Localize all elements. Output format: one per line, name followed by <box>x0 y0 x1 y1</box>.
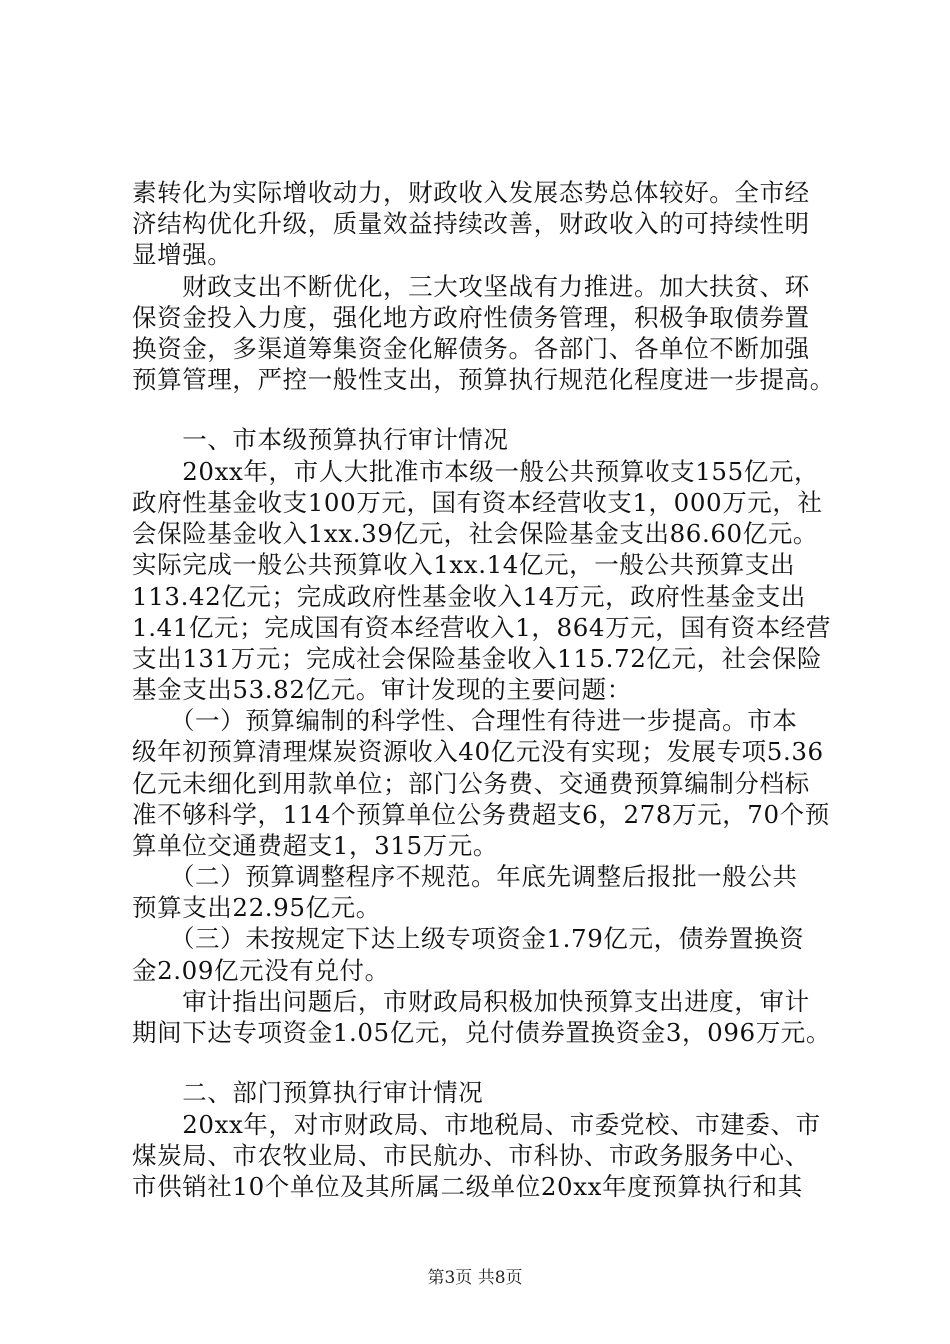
text-line: 算单位交通费超支1，315万元。 <box>132 831 498 860</box>
text-line: 预算支出22.95亿元。 <box>132 893 381 922</box>
text-line: 113.42亿元；完成政府性基金收入14万元，政府性基金支出 <box>132 582 806 611</box>
text-line: 级年初预算清理煤炭资源收入40亿元没有实现；发展专项5.36 <box>132 737 824 766</box>
text-line: 政府性基金收支100万元，国有资本经营收支1，000万元，社 <box>132 488 823 517</box>
text-line: 基金支出53.82亿元。审计发现的主要问题： <box>132 675 632 704</box>
text-line: 准不够科学，114个预算单位公务费超支6，278万元，70个预 <box>132 800 830 829</box>
text-line: 期间下达专项资金1.05亿元，兑付债券置换资金3，096万元。 <box>132 1018 831 1047</box>
text-line: 预算管理，严控一般性支出，预算执行规范化程度进一步提高。 <box>132 365 835 394</box>
text-line: 济结构优化升级，质量效益持续改善，财政收入的可持续性明 <box>132 209 810 238</box>
text-line: 20xx年，市人大批准市本级一般公共预算收支155亿元， <box>132 457 820 486</box>
text-line: （一）预算编制的科学性、合理性有待进一步提高。市本 <box>132 706 798 735</box>
page-number: 第3页 共8页 <box>427 1268 523 1288</box>
text-line: 市供销社10个单位及其所属二级单位20xx年度预算执行和其 <box>132 1172 803 1201</box>
text-line: 会保险基金收入1xx.39亿元，社会保险基金支出86.60亿元。 <box>132 519 819 548</box>
text-line: 财政支出不断优化，三大攻坚战有力推进。加大扶贫、环 <box>132 272 810 301</box>
text-line: 换资金，多渠道筹集资金化解债务。各部门、各单位不断加强 <box>132 334 810 363</box>
text-line: 审计指出问题后，市财政局积极加快预算支出进度，审计 <box>132 987 810 1016</box>
text-line: 金2.09亿元没有兑付。 <box>132 956 390 985</box>
text-line: 1.41亿元；完成国有资本经营收入1，864万元，国有资本经营 <box>132 613 831 642</box>
text-line: 煤炭局、市农牧业局、市民航办、市科协、市政务服务中心、 <box>132 1141 810 1170</box>
section-heading: 一、市本级预算执行审计情况 <box>132 425 509 454</box>
text-line: 支出131万元；完成社会保险基金收入115.72亿元，社会保险 <box>132 644 823 673</box>
text-line: （三）未按规定下达上级专项资金1.79亿元，债券置换资 <box>132 924 805 953</box>
text-line: 亿元未细化到用款单位；部门公务费、交通费预算编制分档标 <box>132 769 810 798</box>
text-line: 20xx年，对市财政局、市地税局、市委党校、市建委、市 <box>132 1110 821 1139</box>
section-heading: 二、部门预算执行审计情况 <box>132 1078 484 1107</box>
text-line: 素转化为实际增收动力，财政收入发展态势总体较好。全市经 <box>132 178 810 207</box>
text-line: 实际完成一般公共预算收入1xx.14亿元，一般公共预算支出 <box>132 550 796 579</box>
text-line: 保资金投入力度，强化地方政府性债务管理，积极争取债券置 <box>132 303 810 332</box>
text-line: 显增强。 <box>132 240 233 269</box>
text-line: （二）预算调整程序不规范。年底先调整后报批一般公共 <box>132 862 798 891</box>
